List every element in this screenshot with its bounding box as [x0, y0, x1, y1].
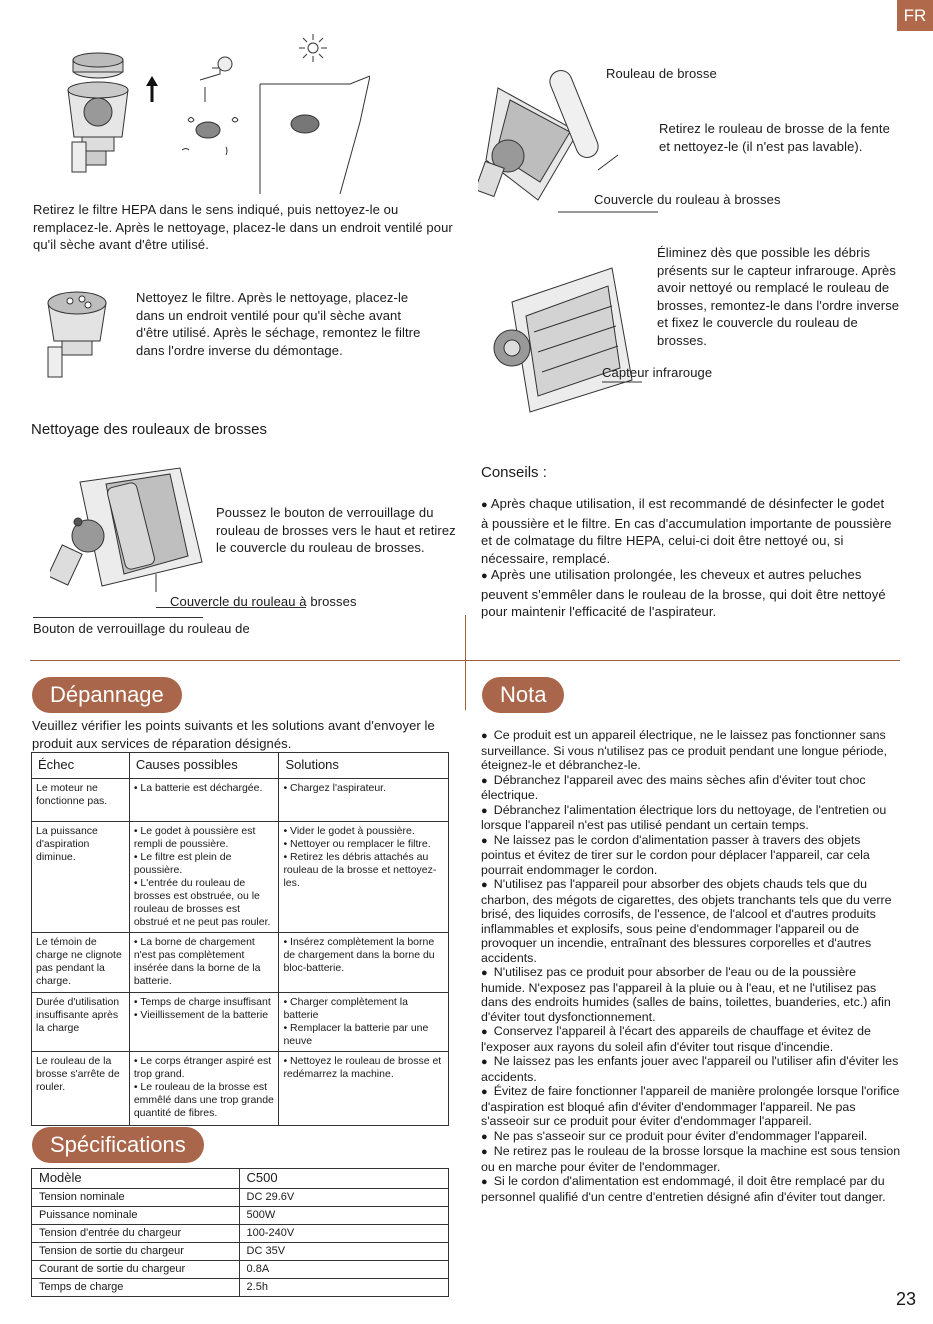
list-item: ● Évitez de faire fonctionner l'appareil de manière prolongée lorsque l'orifice d'aspiration est bloqué afin d'éviter d'endommager l'appareil. Ne pas s'asseoir sur ce produit pour éviter d'endommager l'appareil.: [481, 1084, 900, 1128]
infrared-sensor-illustration: [482, 262, 642, 414]
bullet-icon: ●: [481, 1146, 494, 1158]
filter-illustration: [42, 283, 112, 379]
label-infrared-sensor: Capteur infrarouge: [602, 365, 713, 380]
list-item: ● N'utilisez pas l'appareil pour absorber des objets chauds tels que du charbon, des mégots de cigarettes, des objets tranchants tels que du verre brisé, des liquides corrosifs, de l'essence, de l'alcool et d'autres produits inflammables et explosifs, sous peine d'endommager l'appareil ou de provoquer un incendie, entraînant des blessures corporelles et d'autres accidents.: [481, 877, 892, 965]
list-item: ● Débranchez l'appareil avec des mains sèches afin d'éviter tout choc électrique.: [481, 772, 866, 802]
hepa-removal-illustration: [60, 32, 370, 194]
hepa-instructions: Retirez le filtre HEPA dans le sens indiqué, puis nettoyez-le ou remplacez-le. Après le nettoyage, placez-le dans un endroit ventilé pour qu'il sèche avant d'être utilisé.: [33, 202, 453, 253]
remove-roller-instructions: Retirez le rouleau de brosse de la fente et nettoyez-le (il n'est pas lavable).: [659, 121, 890, 154]
table-row: [32, 1052, 449, 1126]
button-leader: [33, 617, 203, 618]
bullet-icon: ●: [481, 1176, 494, 1188]
troubleshooting-table: [31, 752, 449, 1126]
solutions-cell: • Vider le godet à poussière. • Nettoyer ou remplacer le filtre. • Retirez les débris attachés au rouleau de la brosse et nettoyez-les.: [279, 822, 449, 933]
table-header-row: [32, 753, 449, 779]
fail-cell: Le rouleau de la brosse s'arrête de rouler.: [32, 1052, 130, 1126]
causes-cell: • La borne de chargement n'est pas complètement insérée dans la borne de la batterie.: [129, 933, 279, 993]
specs-row: Temps de charge 2.5h: [32, 1279, 449, 1297]
list-item: ● Ne laissez pas le cordon d'alimentation passer à travers des objets pointus et évitez de tirer sur le cordon pour déplacer l'appareil, car cela pourrait endommager le cordon.: [481, 832, 870, 877]
causes-cell: • La batterie est déchargée.: [129, 779, 279, 822]
bullet-icon: ●: [481, 1130, 494, 1143]
language-tab: FR: [897, 0, 933, 31]
bullet-icon: ●: [481, 967, 494, 979]
table-row: [32, 779, 449, 822]
list-item: ● Ne laissez pas les enfants jouer avec l'appareil ou l'utiliser afin d'éviter les accidents.: [481, 1054, 899, 1084]
fail-cell: Durée d'utilisation insuffisante après la charge: [32, 993, 130, 1052]
bullet-icon: ●: [481, 879, 494, 891]
bullet-icon: ●: [481, 1026, 494, 1038]
specs-header-model: C500: [239, 1169, 448, 1189]
header-causes: Causes possibles: [129, 753, 279, 779]
solutions-cell: • Chargez l'aspirateur.: [279, 779, 449, 822]
page-number: 23: [896, 1289, 917, 1309]
label-cover-left: Couvercle du rouleau à brosses: [170, 594, 357, 609]
bullet-icon: ●: [481, 730, 494, 742]
label-brush-roller: Rouleau de brosse: [606, 66, 717, 81]
bullet-icon: ●: [481, 1056, 494, 1068]
conseils-item-2: ● Après une utilisation prolongée, les cheveux et autres peluches peuvent s'emmêler dans le rouleau de la brosse, qui doit être nettoyé pour maintenir l'efficacité de l'aspirateur.: [481, 567, 886, 620]
specs-table: [31, 1168, 449, 1297]
conseils-heading: Conseils :: [481, 464, 547, 481]
solutions-cell: • Charger complètement la batterie • Remplacer la batterie par une neuve: [279, 993, 449, 1052]
fail-cell: La puissance d'aspiration diminue.: [32, 822, 130, 933]
header-solutions: Solutions: [279, 753, 449, 779]
specs-row: Courant de sortie du chargeur 0.8A: [32, 1261, 449, 1279]
table-row: [32, 933, 449, 993]
causes-cell: • Temps de charge insuffisant • Vieillissement de la batterie: [129, 993, 279, 1052]
nota-title: Nota: [482, 677, 564, 713]
specs-header-row: [32, 1169, 449, 1189]
specs-header-label: Modèle: [32, 1169, 240, 1189]
causes-cell: • Le godet à poussière est rempli de poussière. • Le filtre est plein de poussière. • L'entrée du rouleau de brosses est obstruée, ou le rouleau de brosses est obstrué et ne peut pas rouler.: [129, 822, 279, 933]
list-item: ● Ce produit est un appareil électrique, ne le laissez pas fonctionner sans surveillance. Si vous n'utilisez pas ce produit pendant une longue période, éteignez-le et débranchez-le.: [481, 728, 888, 772]
conseils-item-1: ● Après chaque utilisation, il est recommandé de désinfecter le godet à poussière et le filtre. En cas d'accumulation importante de poussière et de colmatage du filtre HEPA, celui-ci doit être nettoyé ou, si nécessaire, remplacé.: [481, 496, 892, 566]
specs-row: Tension nominale DC 29.6V: [32, 1189, 449, 1207]
specs-row: Tension de sortie du chargeur DC 35V: [32, 1243, 449, 1261]
bullet-icon: ●: [481, 1086, 494, 1098]
table-row: [32, 822, 449, 933]
list-item: ● Si le cordon d'alimentation est endommagé, il doit être remplacé par du personnel qualifié d'un centre d'entretien désigné afin d'éviter tout danger.: [481, 1174, 886, 1204]
bullet-icon: ●: [481, 570, 491, 582]
solutions-cell: • Insérez complètement la borne de chargement dans la borne du bloc-batterie.: [279, 933, 449, 993]
bullet-icon: ●: [481, 774, 494, 787]
label-lock-button: Bouton de verrouillage du rouleau de: [33, 621, 250, 636]
list-item: ● Ne pas s'asseoir sur ce produit pour éviter d'endommager l'appareil.: [481, 1128, 868, 1143]
specs-row: Tension d'entrée du chargeur 100-240V: [32, 1225, 449, 1243]
list-item: ● Conservez l'appareil à l'écart des appareils de chauffage et évitez de l'exposer aux rayons du soleil afin d'éviter tout risque d'incendie.: [481, 1024, 871, 1054]
solutions-cell: • Nettoyez le rouleau de brosse et redémarrez la machine.: [279, 1052, 449, 1126]
push-button-instructions: Poussez le bouton de verrouillage du rouleau de brosses vers le haut et retirez le couvercle du rouleau de brosses.: [216, 505, 456, 556]
brush-cover-illustration: [50, 462, 210, 592]
specs-title: Spécifications: [32, 1127, 204, 1163]
bullet-icon: ●: [481, 834, 494, 847]
brush-cleaning-heading: Nettoyage des rouleaux de brosses: [31, 421, 267, 438]
depannage-intro: Veuillez vérifier les points suivants et les solutions avant d'envoyer le produit aux services de réparation désignés.: [32, 718, 435, 751]
list-item: ● Débranchez l'alimentation électrique lors du nettoyage, de l'entretien ou lorsque l'appareil n'est pas utilisé pendant un certain temps.: [481, 802, 887, 832]
table-row: [32, 993, 449, 1052]
causes-cell: • Le corps étranger aspiré est trop grand. • Le rouleau de la brosse est emmêlé dans une trop grande quantité de fibres.: [129, 1052, 279, 1126]
bullet-icon: ●: [481, 804, 494, 817]
fail-cell: Le témoin de charge ne clignote pas pendant la charge.: [32, 933, 130, 993]
list-item: ● Ne retirez pas le rouleau de la brosse lorsque la machine est sous tension ou en marche pour éviter de l'endommager.: [481, 1144, 901, 1174]
list-item: ● N'utilisez pas ce produit pour absorber de l'eau ou de la poussière humide. N'exposez pas l'appareil à la pluie ou à l'eau, et ne l'utilisez pas dans des endroits humides (salles de bains, toilettes, buanderies, etc.) afin d'éviter tout dysfonctionnement.: [481, 965, 891, 1024]
infrared-instructions: Éliminez dès que possible les débris présents sur le capteur infrarouge. Après avoir nettoyé ou remplacé le rouleau de brosses, remontez-le dans l'ordre inverse et fixez le couvercle du rouleau de brosses.: [657, 245, 900, 348]
specs-row: Puissance nominale 500W: [32, 1207, 449, 1225]
header-fail: Échec: [32, 753, 130, 779]
nota-list: [481, 728, 901, 1204]
filter-instructions: Nettoyez le filtre. Après le nettoyage, placez-le dans un endroit ventilé pour qu'il sèche avant d'être utilisé. Après le séchage, remontez le filtre dans l'ordre inverse du démontage.: [136, 290, 421, 358]
bullet-icon: ●: [481, 499, 491, 511]
depannage-title: Dépannage: [32, 677, 182, 713]
fail-cell: Le moteur ne fonctionne pas.: [32, 779, 130, 822]
section-divider-vertical: [465, 615, 466, 710]
label-roller-cover: Couvercle du rouleau à brosses: [594, 192, 781, 207]
